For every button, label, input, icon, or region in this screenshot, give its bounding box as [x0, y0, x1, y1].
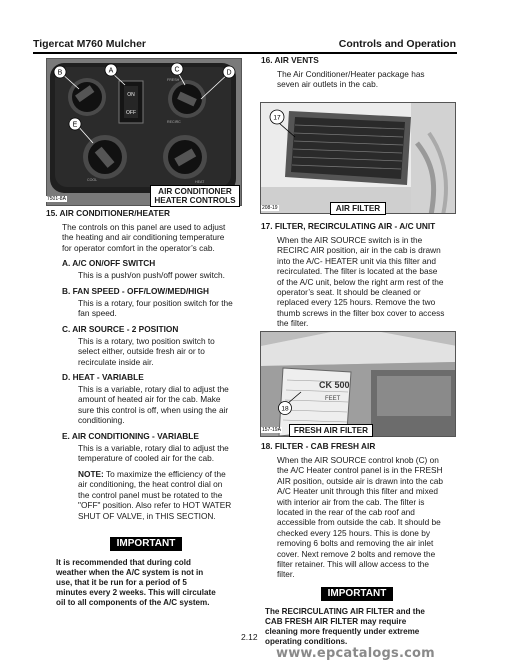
switch-off-label: OFF [126, 110, 136, 116]
text-line: the A/C Heater control panel is in the FRESH [277, 465, 443, 476]
ac-caption-line-1: AIR CONDITIONER [158, 187, 232, 196]
panel-label-recirc: RECIRC [167, 120, 181, 124]
callout-a [105, 64, 117, 76]
item-line: temperature of cooled air for the cab. [78, 453, 215, 464]
item-line: fan speed. [78, 308, 117, 319]
document-header-title: Tigercat M760 Mulcher [33, 38, 147, 50]
callout-c [171, 63, 183, 75]
text-line: seven air outlets in the cab. [277, 79, 379, 90]
note-line-1 [78, 469, 264, 479]
callout-18-text: 18 [281, 405, 289, 413]
page-number: 2.12 [241, 632, 258, 642]
switch-on-label: ON [127, 92, 135, 98]
item-line: This is a push/on push/off power switch. [78, 270, 225, 280]
ac-control-panel-photo [46, 58, 242, 206]
callout-a-text: A [108, 67, 114, 75]
cab-text-ck500: CK 500 [319, 380, 350, 390]
callout-e-text: E [72, 121, 78, 129]
item-line: select either, outside fresh air or to [78, 346, 205, 357]
intro-line: the heating and air conditioning temperature [62, 232, 225, 243]
watermark-text: www.epcatalogs.com [276, 646, 435, 661]
text-line: checked every 125 hours. This is done by [277, 527, 430, 538]
section-header-title: Controls and Operation [338, 38, 456, 50]
important-line: It is recommended that during cold [56, 558, 191, 567]
fresh-air-filter-caption: FRESH AIR FILTER [289, 424, 373, 437]
important-line: CAB FRESH AIR FILTER may require [265, 617, 407, 626]
note-block [78, 469, 264, 521]
intro-line: for operator comfort in the operator’s cab. [62, 242, 215, 253]
item-e-text [78, 443, 229, 464]
section-18-text [277, 455, 461, 580]
callout-18 [279, 402, 292, 415]
section-16-text [277, 69, 425, 90]
air-filter-caption: AIR FILTER [330, 202, 386, 215]
item-line: sure this control is off, when using the air [78, 404, 229, 415]
important-label: IMPORTANT [110, 537, 182, 551]
important-filter-text [265, 607, 461, 647]
callout-b-text: B [57, 69, 63, 77]
note-label: NOTE: [78, 469, 104, 479]
callout-17-text: 17 [273, 114, 281, 122]
important-label-2: IMPORTANT [321, 587, 393, 601]
recirc-filter-drawing [261, 103, 456, 214]
item-a-label: A. A/C ON/OFF SWITCH [62, 258, 156, 268]
note-line: air conditioning, the heat control dial on [78, 479, 223, 490]
note-line: "OFF" position. Also refer to HOT WATER [78, 500, 232, 511]
item-e-label: E. AIR CONDITIONING - VARIABLE [62, 431, 199, 441]
text-line: cover. Next remove 2 bolts and remove the [277, 548, 436, 559]
item-line: This is a variable, rotary dial to adjust the [78, 443, 229, 453]
callout-e [69, 118, 81, 130]
item-c-label: C. AIR SOURCE - 2 POSITION [62, 324, 179, 334]
text-line: replaced every 125 hours. Remove the two [277, 297, 436, 308]
text-line: When the AIR SOURCE switch is in the [277, 235, 423, 245]
section-17-text [277, 235, 461, 329]
fresh-filter-drawing [261, 332, 456, 437]
important-line: cleaning more frequently under extreme [265, 627, 420, 636]
text-line: accessible from outside the cab. It should be [277, 517, 441, 528]
item-a-text [78, 270, 225, 280]
text-line: thumb screws in the filter box cover to access [277, 307, 445, 318]
item-b-text [78, 298, 233, 319]
figure-id-ac: 7501-8A [47, 196, 66, 202]
important-line: minutes every 2 weeks. This will circulate [56, 588, 216, 597]
text-line: operator’s seat. It should be cleaned or [277, 287, 421, 298]
important-line: The RECIRCULATING AIR FILTER and the [265, 607, 425, 616]
text-line: located in the rear of the cab roof and [277, 507, 415, 518]
important-cold-weather-text [56, 558, 252, 608]
item-line: conditioning. [78, 415, 125, 426]
text-line: filter. [277, 569, 295, 580]
callout-b [54, 66, 66, 78]
text-line: the filter. [277, 318, 309, 329]
important-line: use, that it be run for a period of 5 [56, 578, 187, 587]
section-18-title: 18. FILTER - CAB FRESH AIR [261, 441, 376, 451]
recirc-air-filter-photo [260, 102, 456, 214]
panel-label-fresh: FRESH [167, 78, 180, 82]
ac-caption-line-2: HEATER CONTROLS [154, 196, 236, 205]
text-line: with interior air from the cab. The filter is [277, 496, 425, 507]
text-line: The Air Conditioner/Heater package has [277, 69, 425, 79]
section-15-intro [62, 222, 258, 253]
callout-17 [270, 110, 284, 124]
ac-caption [150, 185, 240, 207]
intro-line: The controls on this panel are used to adjust [62, 222, 226, 232]
text-line: AIR position, outside air is drawn into the cab [277, 475, 444, 486]
text-line: A/C Heater unit through this filter and mixed [277, 486, 438, 497]
item-line: recirculate inside air. [78, 356, 154, 367]
text-line: recirculated. The filter is located at the base [277, 266, 438, 277]
cab-text-feet: FEET [325, 396, 341, 402]
important-line: operating conditions. [265, 637, 348, 646]
ac-control-panel-drawing [47, 59, 242, 206]
section-16-title: 16. AIR VENTS [261, 55, 319, 65]
item-line: This is a rotary, two position switch to [78, 336, 215, 346]
text-line: removing 6 bolts and removing the air inlet [277, 538, 434, 549]
text-line: of the A/C unit, below the right arm rest of the [277, 276, 444, 287]
important-line: oil to all components of the A/C system. [56, 598, 210, 607]
header-rule [33, 52, 457, 54]
section-17-title: 17. FILTER, RECIRCULATING AIR - A/C UNIT [261, 221, 436, 231]
note-line: SHUT OF VALVE, in THIS SECTION. [78, 510, 216, 521]
callout-d [223, 66, 235, 78]
callout-c-text: C [174, 66, 180, 74]
panel-label-cool: COOL [87, 178, 98, 182]
fresh-air-filter-photo [260, 331, 456, 437]
section-15-title: 15. AIR CONDITIONER/HEATER [46, 208, 171, 218]
note-line: the control panel must be rotated to the [78, 489, 223, 500]
item-line: This is a rotary, four position switch for the [78, 298, 233, 308]
text-line: When the AIR SOURCE control knob (C) on [277, 455, 439, 465]
item-line: This is a variable, rotary dial to adjust the [78, 384, 229, 394]
text-line: into the A/C- HEATER unit via this filter and [277, 255, 436, 266]
text-line: filter retainer. This will allow access to the [277, 559, 430, 570]
note-text: To maximize the efficiency of the [103, 469, 226, 479]
item-d-label: D. HEAT - VARIABLE [62, 372, 144, 382]
item-b-label: B. FAN SPEED - OFF/LOW/MED/HIGH [62, 286, 210, 296]
figure-id-recirc: 208-19 [262, 205, 278, 211]
item-line: amount of heated air for the cab. Make [78, 394, 221, 405]
figure-id-fresh: 157-19A [262, 427, 281, 433]
callout-d-text: D [226, 69, 232, 77]
panel-label-heat: HEAT [195, 180, 205, 184]
item-d-text [78, 384, 229, 426]
item-c-text [78, 336, 215, 367]
important-line: weather when the A/C system is not in [56, 568, 204, 577]
text-line: RECIRC AIR position, air in the cab is drawn [277, 245, 441, 256]
